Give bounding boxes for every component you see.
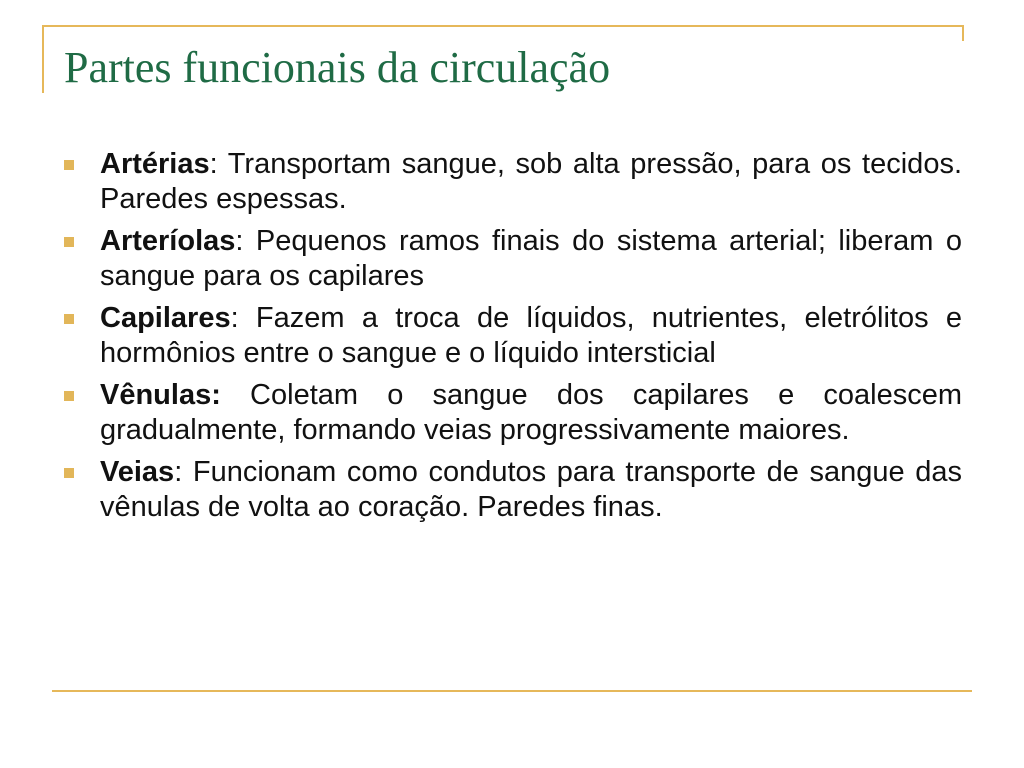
slide-title: Partes funcionais da circulação <box>64 43 611 92</box>
bullet-term: Arteríolas <box>100 225 236 257</box>
bullet-separator: : <box>174 456 183 488</box>
bullet-term: Artérias <box>100 148 210 180</box>
footer-rule <box>52 690 972 692</box>
bullet-description: Fazem a troca de líquidos, nutrientes, eletrólitos e hormônios entre o sangue e o líquido intersticial <box>100 302 962 369</box>
bullet-item-veias <box>64 455 962 525</box>
square-bullet-icon <box>64 391 74 401</box>
square-bullet-icon <box>64 237 74 247</box>
bullet-item-arteriolas <box>64 224 962 294</box>
bullet-item-venulas <box>64 378 962 448</box>
bullet-description: Funcionam como condutos para transporte de sangue das vênulas de volta ao coração. Paredes finas. <box>100 456 962 523</box>
square-bullet-icon <box>64 160 74 170</box>
bullet-item-arterias <box>64 147 962 217</box>
bullet-separator: : <box>230 302 239 334</box>
bullet-description: Coletam o sangue dos capilares e coalescem gradualmente, formando veias progressivamente maiores. <box>100 379 962 446</box>
square-bullet-icon <box>64 314 74 324</box>
bullet-item-capilares <box>64 301 962 371</box>
square-bullet-icon <box>64 468 74 478</box>
bullet-term: Capilares <box>100 302 231 334</box>
title-frame-right-line <box>962 25 964 41</box>
title-frame-top-line <box>42 25 964 27</box>
bullet-separator: : <box>235 225 244 257</box>
bullet-separator: : <box>209 148 218 180</box>
title-frame-left-line <box>42 25 44 93</box>
bullet-term: Vênulas: <box>100 379 221 411</box>
bullet-description: Pequenos ramos finais do sistema arterial; liberam o sangue para os capilares <box>100 225 962 292</box>
bullet-list <box>64 147 962 532</box>
bullet-term: Veias <box>100 456 175 488</box>
bullet-description: Transportam sangue, sob alta pressão, para os tecidos. Paredes espessas. <box>100 148 962 215</box>
